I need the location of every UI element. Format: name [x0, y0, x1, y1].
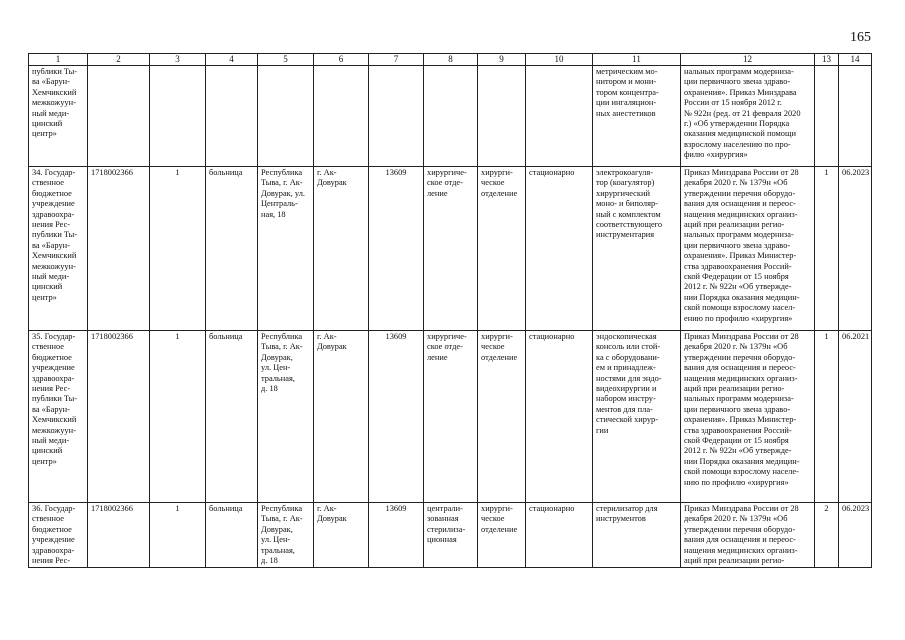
table-cell-col-11: стерилизатор для инструментов — [593, 503, 681, 568]
table-cell-col-10 — [526, 66, 593, 167]
page-number: 165 — [850, 30, 871, 45]
table-cell-col-13: 1 — [815, 167, 839, 331]
table-cell-col-7: 13609 — [369, 167, 424, 331]
column-header-14: 14 — [839, 54, 872, 66]
table-cell-col-7 — [369, 66, 424, 167]
header-row — [29, 54, 872, 66]
table-cell-col-7: 13609 — [369, 331, 424, 503]
table-cell-col-14: 06.2023 — [839, 503, 872, 568]
table-cell-col-4: больница — [206, 331, 258, 503]
table-cell-col-9: хирурги- ческое отделение — [478, 167, 526, 331]
column-header-2: 2 — [88, 54, 150, 66]
table-cell-col-6: г. Ак- Довурак — [314, 331, 369, 503]
column-header-6: 6 — [314, 54, 369, 66]
table-cell-col-10: стационарно — [526, 503, 593, 568]
table-cell-col-5: Республика Тыва, г. Ак- Довурак, ул. Централь- ная, 18 — [258, 167, 314, 331]
table-cell-col-13 — [815, 66, 839, 167]
table-cell-col-1: публики Ты- ва «Барун- Хемчикский межкожуун- ный меди- цинский центр» — [29, 66, 88, 167]
table-cell-col-12: Приказ Минздрава России от 28 декабря 2020 г. № 1379н «Об утверждении перечня оборудо- вания для оснащения и переос- нащения медицинских организ- аций при реализации регио- нальных программ модерниза- ции первичного звена здраво- охранения». Приказ Министер- ства здравоохранения Россий- ской Федерации от 15 ноября 2012 г. № 922н «Об утвержде- нии Порядка оказания медицин- ской помощи взрослому населе- нию по профилю «хирургия» — [681, 331, 815, 503]
table-cell-col-3: 1 — [150, 167, 206, 331]
table-cell-col-13: 2 — [815, 503, 839, 568]
table-cell-col-12: нальных программ модерниза- ции первичного звена здраво- охранения». Приказ Минздрава России от 15 ноября 2012 г. № 922н (ред. от 21 февраля 2020 г.) «Об утверждении Порядка оказания медицинской помощи взрослому населению по про- филю «хирургия» — [681, 66, 815, 167]
table-cell-col-14: 06.2023 — [839, 167, 872, 331]
table-cell-col-9 — [478, 66, 526, 167]
equipment-table — [28, 53, 872, 568]
table-cell-col-3: 1 — [150, 503, 206, 568]
table-cell-col-1: 35. Государ- ственное бюджетное учреждение здравоохра- нения Рес- публики Ты- ва «Барун- Хемчикский межкожуун- ный меди- цинский центр» — [29, 331, 88, 503]
table-cell-col-10: стационарно — [526, 331, 593, 503]
table-cell-col-11: метрическим мо- нитором и мони- тором концентра- ции ингаляцион- ных анестетиков — [593, 66, 681, 167]
column-header-12: 12 — [681, 54, 815, 66]
column-header-8: 8 — [424, 54, 478, 66]
table-cell-col-10: стационарно — [526, 167, 593, 331]
table-row — [29, 66, 872, 167]
column-header-13: 13 — [815, 54, 839, 66]
table-cell-col-4 — [206, 66, 258, 167]
table-row — [29, 167, 872, 331]
table-cell-col-12: Приказ Минздрава России от 28 декабря 2020 г. № 1379н «Об утверждении перечня оборудо- вания для оснащения и переос- нащения медицинских организ- аций при реализации регио- нальных программ модерниза- ции первичного звена здраво- охранения». Приказ Министер- ства здравоохранения Россий- ской Федерации от 15 ноября 2012 г. № 922н «Об утвержде- нии Порядка оказания медицин- ской помощи взрослому насел- ению по профилю «хирургия» — [681, 167, 815, 331]
table-cell-col-4: больница — [206, 503, 258, 568]
table-cell-col-4: больница — [206, 167, 258, 331]
table-cell-col-6: г. Ак- Довурак — [314, 167, 369, 331]
table-cell-col-1: 34. Государ- ственное бюджетное учреждение здравоохра- нения Рес- публики Ты- ва «Барун- Хемчикский межкожуун- ный меди- цинский центр» — [29, 167, 88, 331]
table-row — [29, 503, 872, 568]
column-header-9: 9 — [478, 54, 526, 66]
table-cell-col-3 — [150, 66, 206, 167]
table-cell-col-8: хирургиче- ское отде- ление — [424, 167, 478, 331]
table-cell-col-3: 1 — [150, 331, 206, 503]
table-cell-col-7: 13609 — [369, 503, 424, 568]
table-row — [29, 331, 872, 503]
table-cell-col-1: 36. Государ- ственное бюджетное учреждение здравоохра- нения Рес- — [29, 503, 88, 568]
table-cell-col-12: Приказ Минздрава России от 28 декабря 2020 г. № 1379н «Об утверждении перечня оборудо- вания для оснащения и переос- нащения медицинских организ- аций при реализации регио- — [681, 503, 815, 568]
table-cell-col-11: электрокоагуля- тор (коагулятор) хирургический моно- и биполяр- ный с комплектом соответствующего инструментария — [593, 167, 681, 331]
column-header-4: 4 — [206, 54, 258, 66]
table-cell-col-5: Республика Тыва, г. Ак- Довурак, ул. Цен- тральная, д. 18 — [258, 503, 314, 568]
table-cell-col-6: г. Ак- Довурак — [314, 503, 369, 568]
table-cell-col-9: хирурги- ческое отделение — [478, 503, 526, 568]
column-header-1: 1 — [29, 54, 88, 66]
table-cell-col-8 — [424, 66, 478, 167]
table-cell-col-9: хирурги- ческое отделение — [478, 331, 526, 503]
table-cell-col-8: хирургиче- ское отде- ление — [424, 331, 478, 503]
table-cell-col-5: Республика Тыва, г. Ак- Довурак, ул. Цен- тральная, д. 18 — [258, 331, 314, 503]
table-cell-col-6 — [314, 66, 369, 167]
table-cell-col-13: 1 — [815, 331, 839, 503]
table-cell-col-14: 06.2021 — [839, 331, 872, 503]
table-cell-col-2: 1718002366 — [88, 503, 150, 568]
column-header-3: 3 — [150, 54, 206, 66]
column-header-11: 11 — [593, 54, 681, 66]
column-header-7: 7 — [369, 54, 424, 66]
table-cell-col-2: 1718002366 — [88, 167, 150, 331]
table-cell-col-11: эндоскопическая консоль или стой- ка с оборудовани- ем и принадлеж- ностями для эндо- видеохирургии и набором инстру- ментов для пла- стической хирур- гии — [593, 331, 681, 503]
column-header-10: 10 — [526, 54, 593, 66]
table-cell-col-8: централи- зованная стерилиза- ционная — [424, 503, 478, 568]
table-cell-col-2 — [88, 66, 150, 167]
table-cell-col-2: 1718002366 — [88, 331, 150, 503]
column-header-5: 5 — [258, 54, 314, 66]
table-cell-col-5 — [258, 66, 314, 167]
table-cell-col-14 — [839, 66, 872, 167]
